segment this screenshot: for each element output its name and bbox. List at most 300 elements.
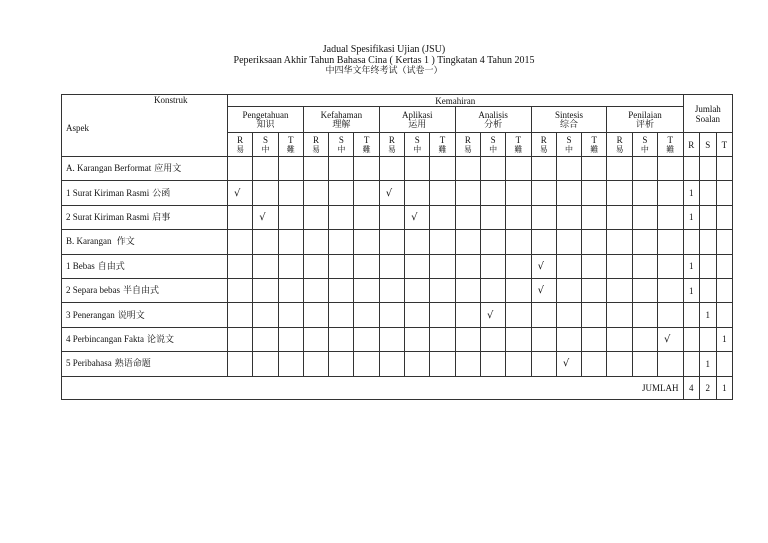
level-header	[455, 133, 480, 157]
total-level-header: R	[683, 133, 700, 157]
row-total-cell	[683, 157, 700, 181]
grid-cell	[253, 254, 278, 278]
grid-cell	[531, 352, 556, 376]
grid-cell	[556, 181, 581, 205]
grid-cell	[405, 157, 430, 181]
row-label	[62, 254, 228, 278]
jsu-table-body	[62, 95, 733, 400]
grid-cell	[329, 254, 354, 278]
total-level-header: S	[700, 133, 717, 157]
row-total-cell: 1	[700, 303, 717, 327]
grid-cell	[480, 181, 505, 205]
skill-name: Kefahaman	[320, 109, 363, 120]
grid-cell	[531, 278, 556, 302]
grid-cell	[455, 205, 480, 229]
grid-cell	[228, 205, 253, 229]
grid-cell	[531, 303, 556, 327]
check-mark-icon: √	[537, 285, 544, 297]
grid-cell	[228, 327, 253, 351]
row-label-malay: 3 Penerangan	[66, 309, 115, 320]
grid-cell	[303, 157, 328, 181]
jumlah-value: 1	[716, 376, 733, 399]
row-label	[62, 278, 228, 302]
grid-cell	[405, 327, 430, 351]
grid-cell	[506, 303, 531, 327]
level-chinese: 中	[337, 144, 346, 154]
grid-cell	[379, 303, 404, 327]
grid-cell	[658, 205, 684, 229]
row-label-malay: 2 Separa bebas	[66, 285, 120, 296]
grid-cell	[405, 303, 430, 327]
grid-cell	[354, 327, 379, 351]
grid-cell	[354, 181, 379, 205]
level-chinese: 中	[640, 144, 649, 154]
grid-cell	[607, 278, 632, 302]
level-header	[430, 133, 455, 157]
grid-cell	[455, 327, 480, 351]
grid-cell	[531, 205, 556, 229]
grid-cell	[430, 230, 455, 254]
row-total-cell	[683, 352, 700, 376]
grid-cell	[303, 352, 328, 376]
konstruk-aspek-header	[62, 95, 228, 157]
row-label	[62, 181, 228, 205]
row-total-cell: 1	[683, 278, 700, 302]
row-label-chinese: 启事	[152, 212, 171, 223]
row-total-cell	[716, 303, 733, 327]
grid-cell	[430, 327, 455, 351]
level-code: T	[287, 134, 294, 145]
aspek-label: Aspek	[66, 123, 89, 133]
row-total-cell	[716, 254, 733, 278]
grid-cell	[228, 157, 253, 181]
level-code: R	[388, 134, 395, 145]
level-header	[354, 133, 379, 157]
grid-cell	[405, 254, 430, 278]
check-mark-icon: √	[234, 187, 241, 199]
grid-cell	[455, 278, 480, 302]
grid-cell	[556, 205, 581, 229]
skill-name: Pengetahuan	[242, 109, 289, 120]
level-header	[658, 133, 684, 157]
level-chinese: 難	[438, 144, 447, 154]
row-total-cell	[700, 157, 717, 181]
row-total-cell	[716, 157, 733, 181]
level-chinese: 易	[236, 144, 245, 154]
grid-cell	[278, 327, 303, 351]
grid-cell	[379, 205, 404, 229]
skill-name-chinese: 知识	[256, 119, 275, 130]
row-total-cell	[716, 278, 733, 302]
level-header	[379, 133, 404, 157]
grid-cell	[658, 157, 684, 181]
grid-cell	[455, 303, 480, 327]
level-header	[405, 133, 430, 157]
grid-cell	[632, 327, 657, 351]
grid-cell	[556, 157, 581, 181]
grid-cell	[531, 230, 556, 254]
grid-cell	[405, 181, 430, 205]
heading-subtitle: Peperiksaan Akhir Tahun Bahasa Cina ( Kertas 1 ) Tingkatan 4 Tahun 2015	[233, 55, 535, 66]
table-row	[62, 303, 733, 327]
check-mark-icon: √	[664, 333, 671, 345]
grid-cell	[658, 278, 684, 302]
row-label-malay: 4 Perbincangan Fakta	[66, 333, 144, 344]
check-mark-icon: √	[259, 211, 266, 223]
grid-cell	[582, 181, 607, 205]
grid-cell	[354, 157, 379, 181]
grid-cell	[607, 181, 632, 205]
skill-name: Analisis	[478, 109, 508, 120]
level-chinese: 中	[489, 144, 498, 154]
level-header	[278, 133, 303, 157]
grid-cell	[253, 352, 278, 376]
grid-cell	[329, 157, 354, 181]
grid-cell	[506, 278, 531, 302]
grid-cell	[582, 205, 607, 229]
row-total-cell	[700, 278, 717, 302]
grid-cell	[582, 352, 607, 376]
row-label-malay: 1 Bebas	[66, 260, 95, 271]
row-total-cell	[716, 205, 733, 229]
check-mark-icon: √	[486, 309, 494, 321]
grid-cell	[405, 205, 430, 229]
level-code: R	[616, 134, 623, 145]
grid-cell	[607, 254, 632, 278]
grid-cell	[278, 157, 303, 181]
grid-cell	[228, 278, 253, 302]
grid-cell	[556, 352, 581, 376]
row-total-cell: 1	[683, 205, 700, 229]
heading-chinese: 中四华文年终考试（试卷一）	[325, 66, 443, 76]
level-chinese: 易	[463, 144, 472, 154]
grid-cell	[430, 181, 455, 205]
grid-cell	[556, 230, 581, 254]
grid-cell	[405, 230, 430, 254]
grid-cell	[607, 352, 632, 376]
heading-title: Jadual Spesifikasi Ujian (JSU)	[322, 44, 446, 55]
grid-cell	[228, 352, 253, 376]
grid-cell	[303, 230, 328, 254]
grid-cell	[506, 157, 531, 181]
row-label-chinese: 公函	[152, 188, 171, 199]
grid-cell	[253, 303, 278, 327]
level-code: R	[313, 134, 320, 145]
grid-cell	[329, 352, 354, 376]
level-code: R	[237, 134, 244, 145]
row-label-malay: 1 Surat Kiriman Rasmi	[66, 187, 150, 198]
grid-cell	[632, 352, 657, 376]
skill-name-chinese: 理解	[332, 119, 351, 130]
grid-cell	[582, 303, 607, 327]
jumlah-row	[62, 376, 733, 399]
grid-cell	[228, 230, 253, 254]
grid-cell	[278, 181, 303, 205]
grid-cell	[607, 327, 632, 351]
row-total-cell	[683, 327, 700, 351]
grid-cell	[582, 278, 607, 302]
grid-cell	[253, 157, 278, 181]
grid-cell	[455, 157, 480, 181]
row-label-chinese: 说明文	[117, 310, 145, 321]
row-label	[62, 303, 228, 327]
level-header	[228, 133, 253, 157]
grid-cell	[658, 230, 684, 254]
grid-cell	[329, 230, 354, 254]
table-row	[62, 157, 733, 181]
grid-cell	[430, 352, 455, 376]
row-total-cell: 1	[683, 254, 700, 278]
grid-cell	[632, 278, 657, 302]
grid-cell	[379, 278, 404, 302]
row-total-cell	[700, 254, 717, 278]
table-row	[62, 230, 733, 254]
grid-cell	[228, 254, 253, 278]
grid-cell	[506, 352, 531, 376]
row-label	[62, 352, 228, 376]
kemahiran-header: Kemahiran	[228, 95, 684, 107]
level-header	[303, 133, 328, 157]
grid-cell	[329, 303, 354, 327]
grid-cell	[430, 254, 455, 278]
level-code: T	[591, 134, 598, 145]
row-label	[62, 157, 228, 181]
level-header	[329, 133, 354, 157]
row-total-cell	[683, 230, 700, 254]
grid-cell	[632, 205, 657, 229]
grid-cell	[430, 205, 455, 229]
grid-cell	[632, 303, 657, 327]
grid-cell	[658, 352, 684, 376]
table-row	[62, 205, 733, 229]
grid-cell	[480, 230, 505, 254]
level-chinese: 易	[312, 144, 321, 154]
row-total-cell: 1	[700, 352, 717, 376]
grid-cell	[480, 303, 505, 327]
level-chinese: 難	[590, 144, 599, 154]
grid-cell	[455, 352, 480, 376]
grid-cell	[607, 157, 632, 181]
row-total-cell	[700, 230, 717, 254]
grid-cell	[303, 278, 328, 302]
grid-cell	[253, 327, 278, 351]
grid-cell	[228, 181, 253, 205]
level-chinese: 中	[261, 144, 270, 154]
grid-cell	[253, 181, 278, 205]
grid-cell	[658, 303, 684, 327]
grid-cell	[658, 254, 684, 278]
grid-cell	[354, 352, 379, 376]
table-row	[62, 181, 733, 205]
grid-cell	[354, 254, 379, 278]
grid-cell	[506, 327, 531, 351]
grid-cell	[531, 157, 556, 181]
grid-cell	[632, 230, 657, 254]
grid-cell	[556, 327, 581, 351]
level-header	[582, 133, 607, 157]
level-chinese: 難	[666, 144, 675, 154]
skill-header	[531, 107, 607, 133]
table-row	[62, 278, 733, 302]
level-chinese: 難	[286, 144, 295, 154]
level-header	[632, 133, 657, 157]
grid-cell	[278, 278, 303, 302]
skill-name-chinese: 评析	[635, 119, 654, 130]
row-total-cell	[700, 205, 717, 229]
grid-cell	[278, 230, 303, 254]
row-total-cell	[683, 303, 700, 327]
check-mark-icon: √	[385, 187, 393, 199]
level-code: R	[540, 134, 547, 145]
level-header	[556, 133, 581, 157]
grid-cell	[506, 230, 531, 254]
grid-cell	[303, 327, 328, 351]
level-header	[531, 133, 556, 157]
level-chinese: 中	[565, 144, 573, 154]
grid-cell	[632, 181, 657, 205]
level-code: T	[363, 134, 370, 145]
konstruk-label: Konstruk	[154, 95, 188, 105]
row-label-chinese: 半自由式	[122, 286, 159, 297]
row-label-chinese: 论说文	[146, 334, 174, 345]
level-code: T	[439, 134, 446, 145]
level-header	[480, 133, 505, 157]
grid-cell	[379, 327, 404, 351]
grid-cell	[455, 254, 480, 278]
skill-header	[455, 107, 531, 133]
grid-cell	[303, 181, 328, 205]
grid-cell	[430, 303, 455, 327]
table-row	[62, 352, 733, 376]
grid-cell	[531, 327, 556, 351]
grid-cell	[582, 157, 607, 181]
row-label-chinese: 应用文	[154, 164, 182, 175]
level-code: S	[642, 134, 648, 145]
grid-cell	[228, 303, 253, 327]
level-code: T	[515, 134, 522, 145]
grid-cell	[607, 230, 632, 254]
grid-cell	[430, 157, 455, 181]
grid-cell	[379, 181, 404, 205]
level-chinese: 易	[539, 144, 548, 154]
grid-cell	[329, 205, 354, 229]
row-total-cell: 1	[716, 327, 733, 351]
grid-cell	[658, 181, 684, 205]
level-code: S	[262, 134, 268, 145]
grid-cell	[632, 157, 657, 181]
grid-cell	[480, 254, 505, 278]
grid-cell	[506, 181, 531, 205]
grid-cell	[455, 230, 480, 254]
grid-cell	[480, 278, 505, 302]
row-label	[62, 230, 228, 254]
grid-cell	[354, 230, 379, 254]
grid-cell	[379, 254, 404, 278]
grid-cell	[303, 205, 328, 229]
grid-cell	[531, 181, 556, 205]
grid-cell	[506, 205, 531, 229]
document-heading	[0, 44, 768, 77]
level-code: T	[667, 134, 674, 145]
skill-name: Aplikasi	[401, 109, 433, 120]
level-header	[253, 133, 278, 157]
jumlah-value: 2	[700, 376, 717, 399]
grid-cell	[480, 327, 505, 351]
grid-cell	[303, 254, 328, 278]
grid-cell	[379, 230, 404, 254]
grid-cell	[556, 303, 581, 327]
grid-cell	[253, 278, 278, 302]
level-chinese: 易	[387, 144, 396, 154]
row-total-cell	[700, 327, 717, 351]
row-label-malay: 5 Peribahasa	[66, 358, 112, 369]
grid-cell	[329, 327, 354, 351]
grid-cell	[480, 157, 505, 181]
level-code: S	[566, 134, 572, 145]
grid-cell	[658, 327, 684, 351]
grid-cell	[303, 303, 328, 327]
check-mark-icon: √	[562, 358, 570, 370]
check-mark-icon: √	[411, 211, 418, 223]
grid-cell	[582, 327, 607, 351]
grid-cell	[379, 157, 404, 181]
grid-cell	[278, 254, 303, 278]
grid-cell	[430, 278, 455, 302]
jsu-table	[61, 94, 733, 400]
grid-cell	[506, 254, 531, 278]
grid-cell	[253, 230, 278, 254]
grid-cell	[278, 303, 303, 327]
row-label-malay: A. Karangan Berformat	[66, 163, 152, 174]
grid-cell	[354, 278, 379, 302]
grid-cell	[480, 352, 505, 376]
grid-cell	[278, 205, 303, 229]
row-label-malay: 2 Surat Kiriman Rasmi	[66, 211, 150, 222]
header-row-kemahiran	[62, 95, 733, 107]
level-code: R	[464, 134, 471, 145]
grid-cell	[253, 205, 278, 229]
level-code: S	[338, 134, 344, 145]
total-level-header: T	[716, 133, 733, 157]
skill-header	[607, 107, 683, 133]
jumlah-value: 4	[683, 376, 700, 399]
row-total-cell	[716, 230, 733, 254]
level-header	[607, 133, 632, 157]
skill-name: Penilaian	[628, 109, 662, 120]
grid-cell	[278, 352, 303, 376]
grid-cell	[556, 254, 581, 278]
level-chinese: 難	[362, 144, 371, 154]
row-label-chinese: 作文	[116, 237, 135, 248]
skill-name-chinese: 综合	[560, 119, 579, 130]
skill-header	[379, 107, 455, 133]
grid-cell	[379, 352, 404, 376]
skill-header	[228, 107, 304, 133]
table-row	[62, 327, 733, 351]
level-header	[506, 133, 531, 157]
level-chinese: 難	[514, 144, 523, 154]
row-label-chinese: 熟语命题	[114, 359, 151, 370]
check-mark-icon: √	[537, 260, 544, 272]
grid-cell	[329, 278, 354, 302]
row-label-malay: B. Karangan	[66, 236, 114, 247]
grid-cell	[405, 278, 430, 302]
grid-cell	[556, 278, 581, 302]
grid-cell	[607, 205, 632, 229]
table-row	[62, 254, 733, 278]
grid-cell	[455, 181, 480, 205]
row-total-cell	[716, 181, 733, 205]
